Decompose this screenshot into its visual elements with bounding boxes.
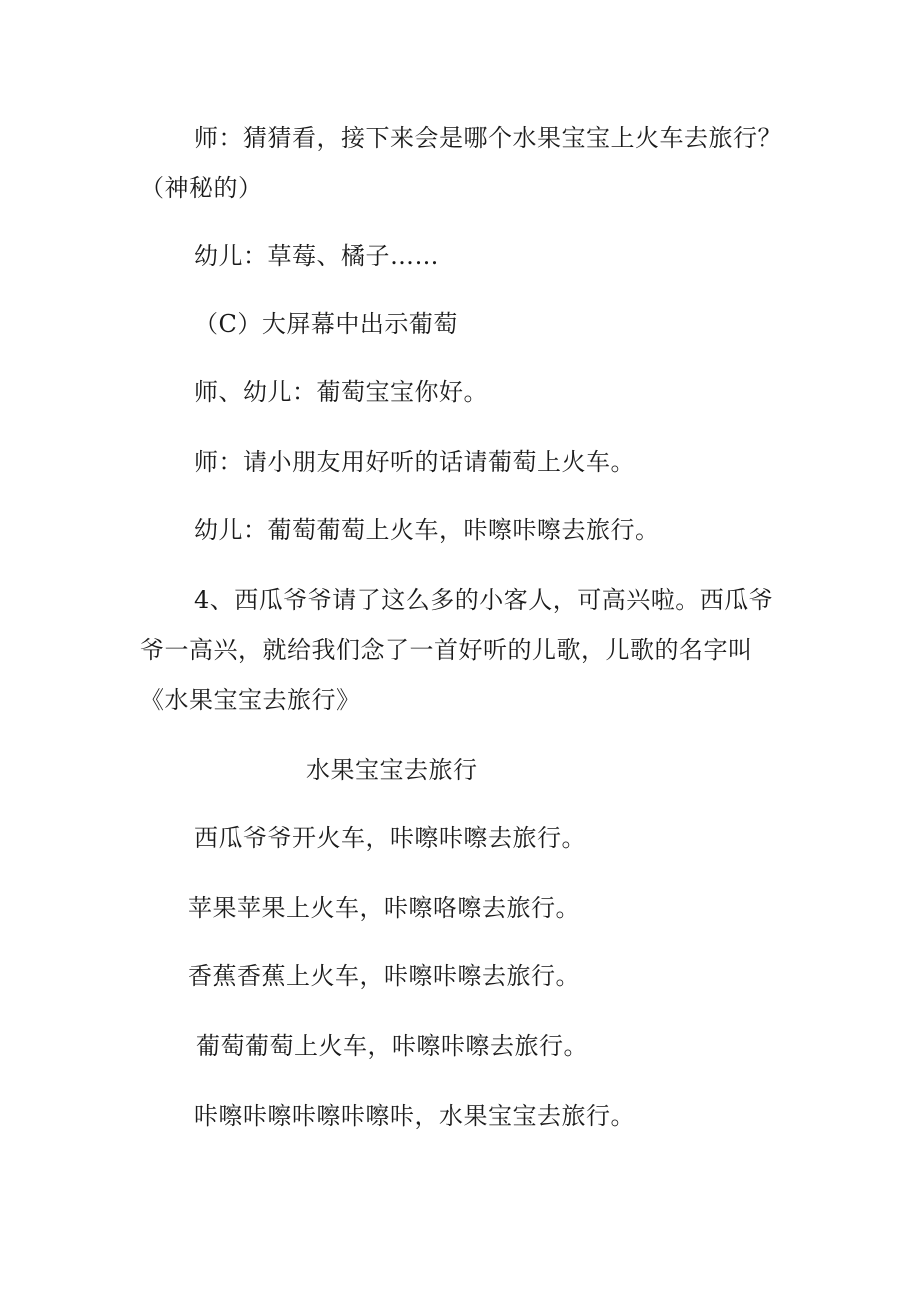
paragraph-step-4: 4、西瓜爷爷请了这么多的小客人，可高兴啦。西瓜爷 [194,586,774,614]
paragraph-teacher-guess-continued: （神秘的） [140,174,263,202]
paragraph-children-chant: 幼儿：葡萄葡萄上火车，咔嚓咔嚓去旅行。 [194,516,660,544]
paragraph-step-4-continued: 爷一高兴，就给我们念了一首好听的儿歌，儿歌的名字叫 [140,636,753,664]
paragraph-step-c: （C）大屏幕中出示葡萄 [194,310,458,338]
poem-title: 水果宝宝去旅行 [306,756,478,784]
paragraph-greeting: 师、幼儿：葡萄宝宝你好。 [194,378,488,406]
poem-verse: 香蕉香蕉上火车，咔嚓咔嚓去旅行。 [188,962,580,990]
poem-verse: 西瓜爷爷开火车，咔嚓咔嚓去旅行。 [194,824,586,852]
poem-verse: 咔嚓咔嚓咔嚓咔嚓咔，水果宝宝去旅行。 [194,1102,635,1130]
paragraph-step-4-end: 《水果宝宝去旅行》 [140,686,361,714]
paragraph-teacher-guess: 师：猜猜看，接下来会是哪个水果宝宝上火车去旅行？ [194,124,782,152]
poem-verse: 葡萄葡萄上火车，咔嚓咔嚓去旅行。 [196,1032,588,1060]
paragraph-teacher-invite: 师：请小朋友用好听的话请葡萄上火车。 [194,448,635,476]
paragraph-children-answer: 幼儿：草莓、橘子…… [194,242,439,270]
poem-verse: 苹果苹果上火车，咔嚓咯嚓去旅行。 [188,894,580,922]
